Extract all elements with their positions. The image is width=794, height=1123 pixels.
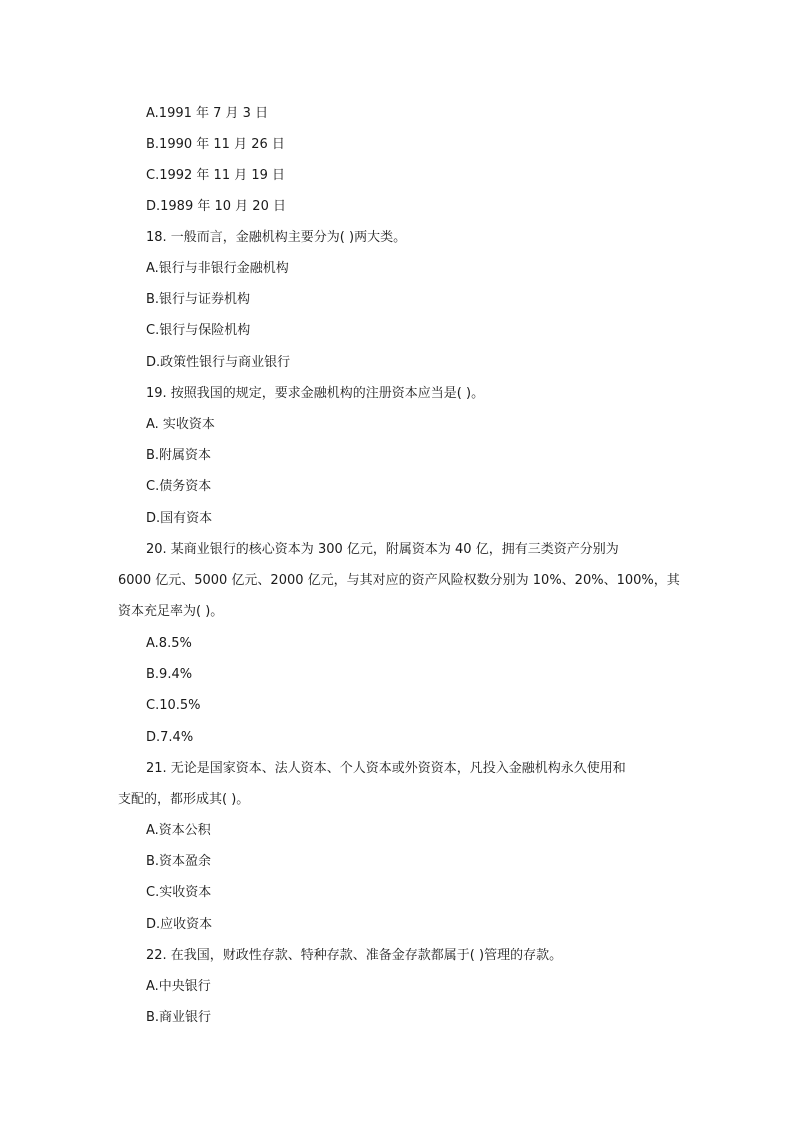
q20-stem-line-2: 6000 亿元、5000 亿元、2000 亿元，与其对应的资产风险权数分别为 10%、20%、100%，其 xyxy=(118,573,680,588)
q21-stem-line-1: 21. 无论是国家资本、法人资本、个人资本或外资资本，凡投入金融机构永久使用和 xyxy=(146,761,626,776)
q19-option-d: D.国有资本 xyxy=(146,511,213,526)
q22-stem: 22. 在我国，财政性存款、特种存款、准备金存款都属于( )管理的存款。 xyxy=(146,948,563,963)
q20-stem-line-1: 20. 某商业银行的核心资本为 300 亿元，附属资本为 40 亿，拥有三类资产分别为 xyxy=(146,542,619,557)
q17-option-c: C.1992 年 11 月 19 日 xyxy=(146,168,286,183)
q17-option-b: B.1990 年 11 月 26 日 xyxy=(146,137,285,152)
q20-option-c: C.10.5% xyxy=(146,698,201,713)
q18-option-a: A.银行与非银行金融机构 xyxy=(146,261,289,276)
q21-option-c: C.实收资本 xyxy=(146,885,212,900)
q21-option-a: A.资本公积 xyxy=(146,823,211,838)
q17-option-d: D.1989 年 10 月 20 日 xyxy=(146,199,286,214)
q21-option-b: B.资本盈余 xyxy=(146,854,212,869)
q20-option-b: B.9.4% xyxy=(146,667,193,682)
q19-option-c: C.债务资本 xyxy=(146,479,212,494)
q17-option-a: A.1991 年 7 月 3 日 xyxy=(146,106,269,121)
q19-option-a: A. 实收资本 xyxy=(146,417,215,432)
q18-option-b: B.银行与证券机构 xyxy=(146,292,251,307)
q22-option-a: A.中央银行 xyxy=(146,979,211,994)
q20-option-d: D.7.4% xyxy=(146,730,194,745)
q22-option-b: B.商业银行 xyxy=(146,1010,212,1025)
q18-option-c: C.银行与保险机构 xyxy=(146,323,251,338)
q18-stem: 18. 一般而言，金融机构主要分为( )两大类。 xyxy=(146,230,407,245)
q21-option-d: D.应收资本 xyxy=(146,917,213,932)
q19-stem: 19. 按照我国的规定，要求金融机构的注册资本应当是( )。 xyxy=(146,386,485,401)
q20-option-a: A.8.5% xyxy=(146,636,192,651)
q21-stem-line-2: 支配的，都形成其( )。 xyxy=(118,792,250,807)
q18-option-d: D.政策性银行与商业银行 xyxy=(146,355,291,370)
q20-stem-line-3: 资本充足率为( )。 xyxy=(118,604,224,619)
q19-option-b: B.附属资本 xyxy=(146,448,212,463)
